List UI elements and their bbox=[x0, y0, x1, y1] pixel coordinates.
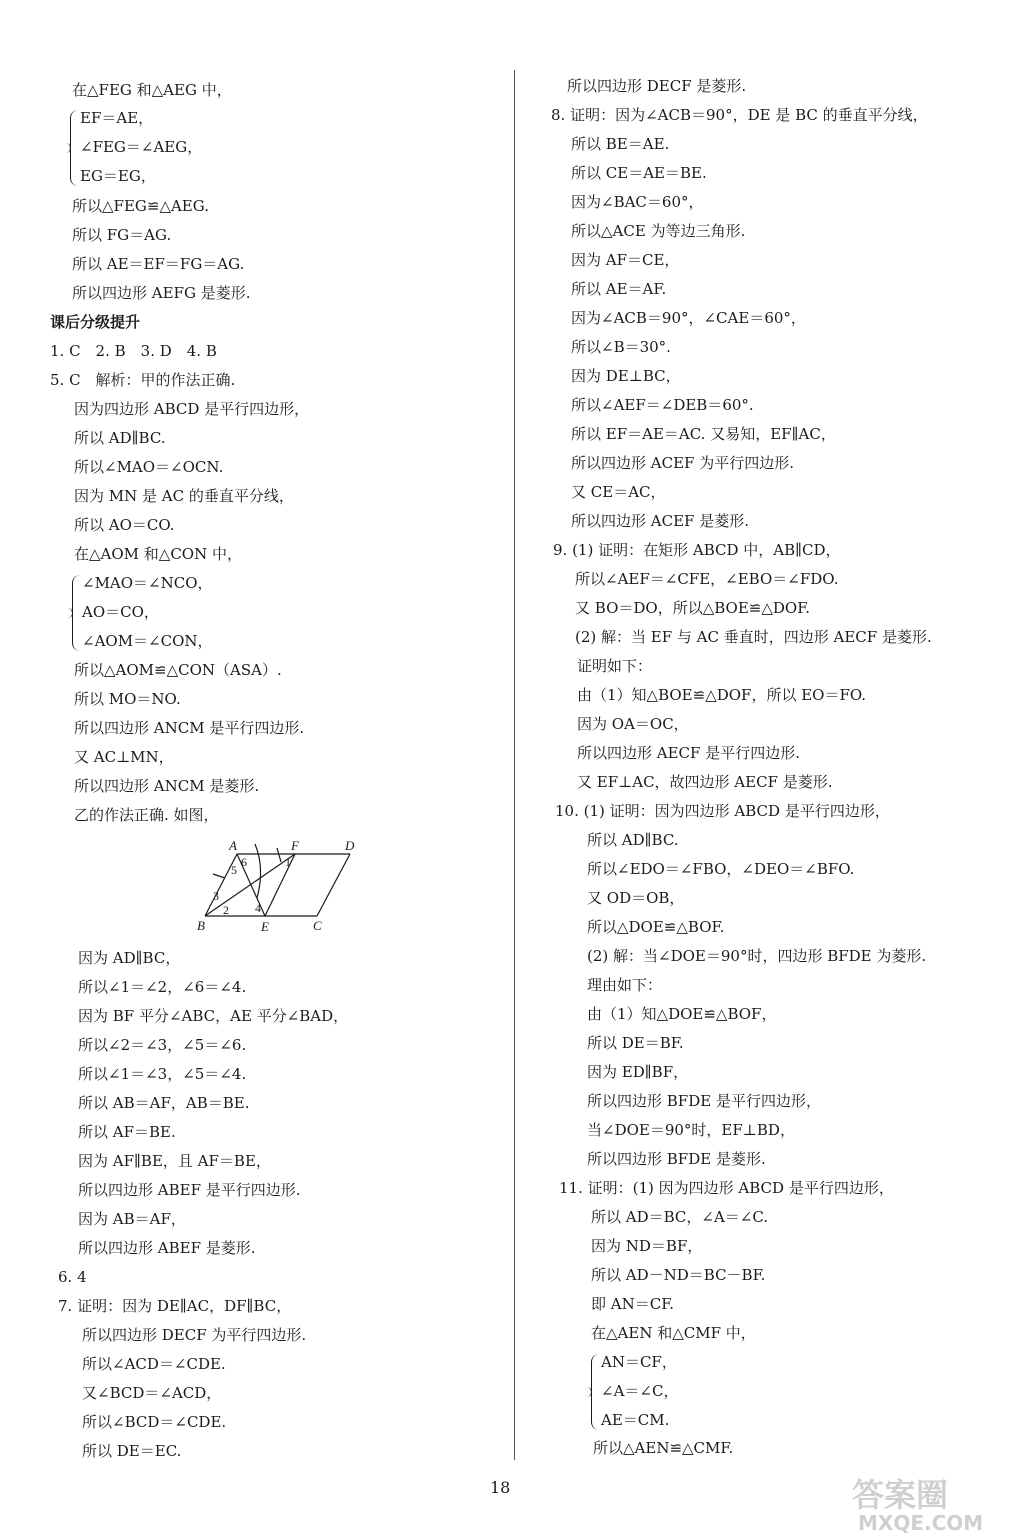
watermark-text: 答案圈 bbox=[852, 1476, 949, 1514]
text-line: 所以△AOM≌△CON（ASA）. bbox=[74, 661, 282, 679]
text-line: 所以 AE＝EF＝FG＝AG. bbox=[72, 255, 245, 273]
brace-line: EF＝AE， bbox=[80, 109, 154, 127]
angle-label: 5 bbox=[231, 863, 237, 877]
text-line: 所以四边形 ACEF 是菱形. bbox=[571, 512, 749, 530]
brace bbox=[72, 575, 81, 651]
text-line: 理由如下： bbox=[587, 976, 663, 994]
tick-mark bbox=[277, 848, 281, 862]
text-line: 所以四边形 ANCM 是菱形. bbox=[74, 777, 260, 795]
text-line: 所以四边形 ACEF 为平行四边形. bbox=[571, 454, 794, 472]
page-number: 18 bbox=[490, 1478, 511, 1497]
question-5: 5. C 解析：甲的作法正确. bbox=[50, 371, 236, 389]
angle-label: 3 bbox=[213, 889, 219, 903]
text-line: (2) 解：当 EF 与 AC 垂直时，四边形 AECF 是菱形. bbox=[575, 628, 932, 646]
text-line: 所以四边形 DECF 是菱形. bbox=[567, 77, 747, 95]
label-E: E bbox=[261, 919, 269, 934]
arc-mark bbox=[255, 844, 261, 898]
equation-system bbox=[72, 573, 272, 653]
brace-line: AN＝CF， bbox=[601, 1353, 677, 1371]
text-line: (2) 解：当∠DOE＝90°时，四边形 BFDE 为菱形. bbox=[587, 947, 927, 965]
text-line: 因为 ED∥BF， bbox=[587, 1063, 689, 1081]
watermark-text: MXQE.COM bbox=[858, 1511, 984, 1535]
brace-line: AO＝CO， bbox=[82, 603, 159, 621]
question-8: 8. 证明：因为∠ACB＝90°，DE 是 BC 的垂直平分线， bbox=[551, 106, 928, 124]
text-line: 因为 AF∥BE，且 AF＝BE， bbox=[78, 1152, 271, 1170]
text-line: 又 BO＝DO，所以△BOE≌△DOF. bbox=[575, 599, 811, 617]
text-line: 所以∠BCD＝∠CDE. bbox=[82, 1413, 227, 1431]
brace-line: EG＝EG， bbox=[80, 167, 156, 185]
text-line: 所以∠AEF＝∠CFE，∠EBO＝∠FDO. bbox=[575, 570, 839, 588]
text-line: 所以 AE＝AF. bbox=[571, 280, 667, 298]
text-line: 所以四边形 ANCM 是平行四边形. bbox=[74, 719, 305, 737]
question-10: 10. (1) 证明：因为四边形 ABCD 是平行四边形， bbox=[555, 802, 890, 820]
text-line: 所以∠2＝∠3，∠5＝∠6. bbox=[78, 1036, 247, 1054]
brace-line: AE＝CM. bbox=[601, 1411, 670, 1429]
text-line: 所以 AO＝CO. bbox=[74, 516, 175, 534]
text-line: 所以∠EDO＝∠FBO，∠DEO＝∠BFO. bbox=[587, 860, 855, 878]
segment-BF bbox=[205, 854, 295, 916]
text-line: 所以 FG＝AG. bbox=[72, 226, 172, 244]
text-line: 因为 AD∥BC， bbox=[78, 949, 181, 967]
text-line: 乙的作法正确. 如图， bbox=[74, 806, 219, 824]
text-line: 所以△AEN≌△CMF. bbox=[593, 1439, 734, 1457]
text-line: 所以四边形 ABEF 是平行四边形. bbox=[78, 1181, 301, 1199]
label-B: B bbox=[197, 918, 205, 933]
text-line: 因为 OA＝OC， bbox=[577, 715, 689, 733]
text-line: 由（1）知△BOE≌△DOF，所以 EO＝FO. bbox=[577, 686, 867, 704]
section-heading: 课后分级提升 bbox=[50, 313, 141, 331]
text-line: 因为 AF＝CE， bbox=[571, 251, 680, 269]
text-line: 所以四边形 AECF 是平行四边形. bbox=[577, 744, 800, 762]
question-11: 11. 证明：(1) 因为四边形 ABCD 是平行四边形， bbox=[559, 1179, 894, 1197]
watermark-logo bbox=[848, 1470, 1018, 1536]
text-line: 因为 AB＝AF， bbox=[78, 1210, 186, 1228]
text-line: 所以四边形 BFDE 是平行四边形， bbox=[587, 1092, 821, 1110]
brace bbox=[70, 110, 79, 186]
text-line: 又∠BCD＝∠ACD， bbox=[82, 1384, 222, 1402]
question-7: 7. 证明：因为 DE∥AC，DF∥BC， bbox=[58, 1297, 292, 1315]
text-line: 所以 AD－ND＝BC－BF. bbox=[591, 1266, 766, 1284]
text-line: 因为∠ACB＝90°，∠CAE＝60°， bbox=[571, 309, 806, 327]
text-line: 所以 EF＝AE＝AC. 又易知，EF∥AC， bbox=[571, 425, 836, 443]
answer-line: 1. C 2. B 3. D 4. B bbox=[50, 342, 217, 360]
text-line: 所以四边形 ABEF 是菱形. bbox=[78, 1239, 256, 1257]
text-line: 因为 ND＝BF， bbox=[591, 1237, 703, 1255]
text-line: 又 CE＝AC， bbox=[571, 483, 666, 501]
text-line: 又 EF⊥AC，故四边形 AECF 是菱形. bbox=[577, 773, 833, 791]
text-line: 又 OD＝OB， bbox=[587, 889, 685, 907]
angle-label: 6 bbox=[241, 855, 247, 869]
segment-DC bbox=[317, 854, 350, 916]
text-line: 所以△ACE 为等边三角形. bbox=[571, 222, 746, 240]
text-line: 所以 DE＝EC. bbox=[82, 1442, 182, 1460]
text-line: 所以∠1＝∠3，∠5＝∠4. bbox=[78, 1065, 247, 1083]
text-line: 所以 AD＝BC，∠A＝∠C. bbox=[591, 1208, 769, 1226]
text-line: 所以 AF＝BE. bbox=[78, 1123, 176, 1141]
question-6: 6. 4 bbox=[58, 1268, 87, 1286]
text-line: 所以 AD∥BC. bbox=[587, 831, 679, 849]
brace-line: ∠A＝∠C， bbox=[601, 1382, 679, 1400]
text-line: 所以∠B＝30°. bbox=[571, 338, 671, 356]
equation-system bbox=[591, 1352, 791, 1432]
label-D: D bbox=[345, 838, 355, 853]
text-line: 因为 BF 平分∠ABC，AE 平分∠BAD， bbox=[78, 1007, 349, 1025]
text-line: 又 AC⊥MN， bbox=[74, 748, 174, 766]
text-line: 当∠DOE＝90°时，EF⊥BD， bbox=[587, 1121, 795, 1139]
text-line: 因为∠BAC＝60°， bbox=[571, 193, 704, 211]
text-line: 所以∠MAO＝∠OCN. bbox=[74, 458, 224, 476]
question-9: 9. (1) 证明：在矩形 ABCD 中，AB∥CD， bbox=[553, 541, 841, 559]
angle-label: 1 bbox=[285, 855, 291, 869]
text-line: 所以△FEG≌△AEG. bbox=[72, 197, 209, 215]
brace-line: ∠AOM＝∠CON， bbox=[82, 632, 213, 650]
text-line: 所以 AB＝AF，AB＝BE. bbox=[78, 1094, 250, 1112]
text-line: 由（1）知△DOE≌△BOF， bbox=[587, 1005, 777, 1023]
text-line: 因为 DE⊥BC， bbox=[571, 367, 681, 385]
brace-line: ∠FEG＝∠AEG， bbox=[80, 138, 203, 156]
text-line: 证明如下： bbox=[577, 657, 653, 675]
text-line: 所以 CE＝AE＝BE. bbox=[571, 164, 707, 182]
text-line: 即 AN＝CF. bbox=[591, 1295, 675, 1313]
text-line: 因为 MN 是 AC 的垂直平分线， bbox=[74, 487, 294, 505]
label-F: F bbox=[291, 838, 299, 853]
brace bbox=[591, 1354, 600, 1430]
text-line: 因为四边形 ABCD 是平行四边形， bbox=[74, 400, 310, 418]
text-line: 所以 DE＝BF. bbox=[587, 1034, 684, 1052]
text-line: 在△AOM 和△CON 中， bbox=[74, 545, 242, 563]
text-line: 所以四边形 BFDE 是菱形. bbox=[587, 1150, 766, 1168]
text-line: 所以∠1＝∠2，∠6＝∠4. bbox=[78, 978, 247, 996]
text-line: 所以 MO＝NO. bbox=[74, 690, 181, 708]
text-line: 在△AEN 和△CMF 中， bbox=[591, 1324, 756, 1342]
label-C: C bbox=[313, 918, 322, 933]
text-line: 所以四边形 AEFG 是菱形. bbox=[72, 284, 251, 302]
text-line: 所以△DOE≌△BOF. bbox=[587, 918, 725, 936]
label-A: A bbox=[229, 838, 237, 853]
tick-mark bbox=[213, 874, 225, 878]
angle-label: 2 bbox=[223, 903, 229, 917]
angle-label: 4 bbox=[255, 901, 261, 915]
text-line: 所以∠AEF＝∠DEB＝60°. bbox=[571, 396, 754, 414]
text-line: 所以 BE＝AE. bbox=[571, 135, 670, 153]
column-divider bbox=[514, 70, 515, 1460]
text-line: 所以 AD∥BC. bbox=[74, 429, 166, 447]
parallelogram-figure bbox=[195, 838, 365, 934]
text-line: 在△FEG 和△AEG 中， bbox=[72, 81, 232, 99]
text-line: 所以四边形 DECF 为平行四边形. bbox=[82, 1326, 307, 1344]
brace-line: ∠MAO＝∠NCO， bbox=[82, 574, 213, 592]
text-line: 所以∠ACD＝∠CDE. bbox=[82, 1355, 226, 1373]
equation-system bbox=[70, 108, 270, 188]
